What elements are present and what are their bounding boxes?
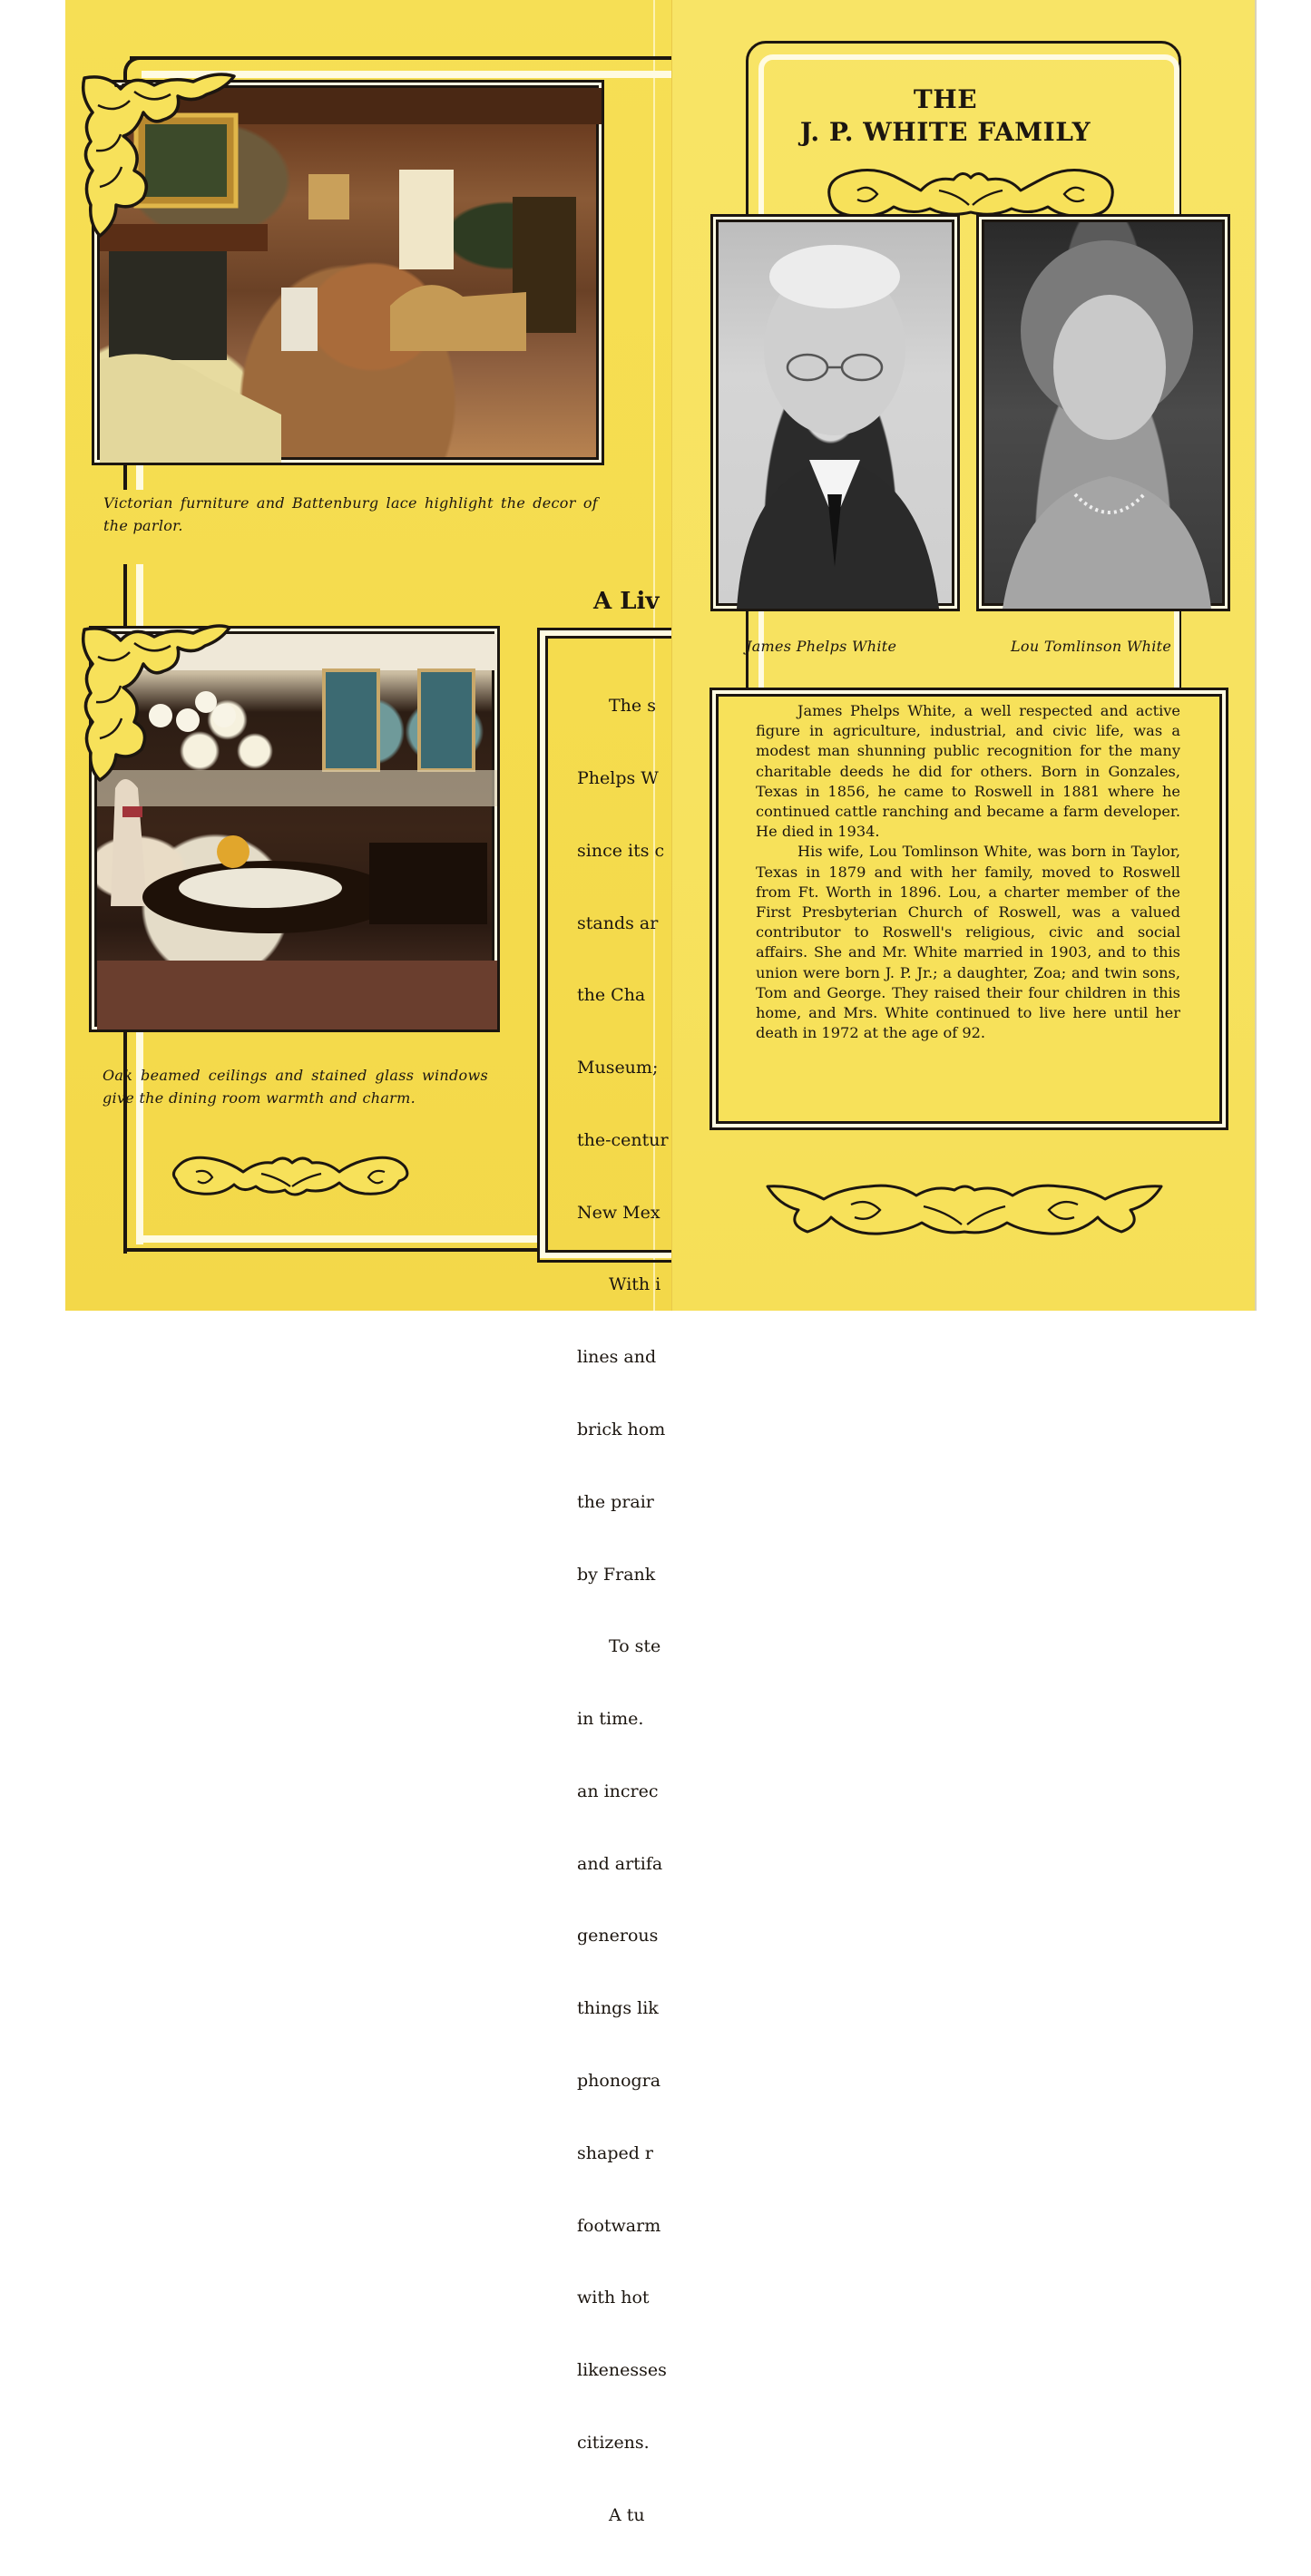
history-line: by Frank [577, 1564, 656, 1585]
history-line: phonogra [577, 2071, 661, 2092]
history-line: footwarm [577, 2215, 661, 2236]
history-line: citizens. [577, 2432, 650, 2453]
james-portrait-photo [716, 220, 954, 606]
scroll-ornament-icon [171, 1150, 412, 1201]
james-portrait-illustration [719, 222, 957, 609]
scroll-ornament-bottom-icon [760, 1181, 1169, 1239]
history-line: Museum; [577, 1058, 659, 1078]
lou-portrait-caption: Lou Tomlinson White [1011, 638, 1172, 655]
lou-portrait-photo [982, 220, 1225, 606]
history-line: likenesses [577, 2360, 667, 2381]
history-line: since its c [577, 840, 665, 861]
history-line: brick hom [577, 1420, 666, 1439]
history-line: with hot [577, 2288, 650, 2308]
history-line: New Mex [577, 1202, 660, 1223]
scroll-ornament-top-icon [821, 163, 1120, 220]
history-line: the prair [577, 1491, 654, 1512]
lou-portrait-illustration [984, 222, 1228, 609]
parlor-photo-caption: Victorian furniture and Battenburg lace highlight the decor of the parlor. [103, 494, 598, 534]
history-line: The s [609, 696, 656, 717]
james-portrait-caption: James Phelps White [746, 638, 897, 655]
history-line: an increc [577, 1781, 659, 1801]
biography-paragraph-lou: His wife, Lou Tomlinson White, was born in Taylor, Texas in 1879 and with her family, moved to Roswell from Ft. Worth in 1896. Lou, a charter member of the First Presbyterian Church of Roswell, was a valued contributor to Roswell's religious, civic and social affairs. She and Mr. White married in 1903, and to this union were born J. P. Jr.; a daughter, Zoa; and twin sons, Tom and George. They raised their four children in this home, and Mrs. White continued to live here until her death in 1972 at the age of 92. [756, 843, 1180, 1042]
acanthus-corner-ornament-icon-2 [80, 620, 234, 784]
history-line: things lik [577, 1998, 659, 2019]
page-title-line1: THE [913, 84, 978, 114]
history-line: generous [577, 1926, 659, 1947]
biography-text [756, 701, 1180, 1043]
biography-paragraph-james: James Phelps White, a well respected and active figure in agriculture, industrial, and civic life, was a modest man shunning public recognition for the many charitable deeds he did for others. Born in Gonzales, Texas in 1856, he came to Roswell in 1881 where he continued cattle ranching and became a farm developer. He died in 1934. [756, 702, 1180, 841]
james-portrait-frame [710, 214, 960, 611]
history-line: A tu [609, 2504, 645, 2525]
history-line: the Cha [577, 985, 646, 1006]
frame-line-top [130, 56, 674, 60]
page-title-line2: J. P. WHITE FAMILY [799, 117, 1091, 147]
history-text-clip [550, 646, 672, 2525]
frame-line-bottom [123, 1248, 539, 1252]
history-line: lines and [577, 1347, 657, 1368]
history-line: in time. [577, 1709, 644, 1730]
history-line: shaped r [577, 2142, 654, 2163]
paper-edge [1255, 0, 1257, 1311]
section-heading-partial: A Liv [593, 588, 660, 615]
dining-photo-caption: Oak beamed ceilings and stained glass windows give the dining room warmth and charm. [103, 1067, 488, 1107]
lou-portrait-frame [976, 214, 1230, 611]
history-line: and artifa [577, 1853, 663, 1874]
history-line: To ste [609, 1636, 661, 1657]
frame-line-bottom-white [136, 1235, 539, 1243]
history-line: the-centur [577, 1129, 669, 1150]
history-line: With i [609, 1274, 661, 1295]
history-line: Phelps W [577, 767, 659, 788]
acanthus-corner-ornament-icon [80, 69, 239, 241]
history-line: stands ar [577, 912, 659, 933]
